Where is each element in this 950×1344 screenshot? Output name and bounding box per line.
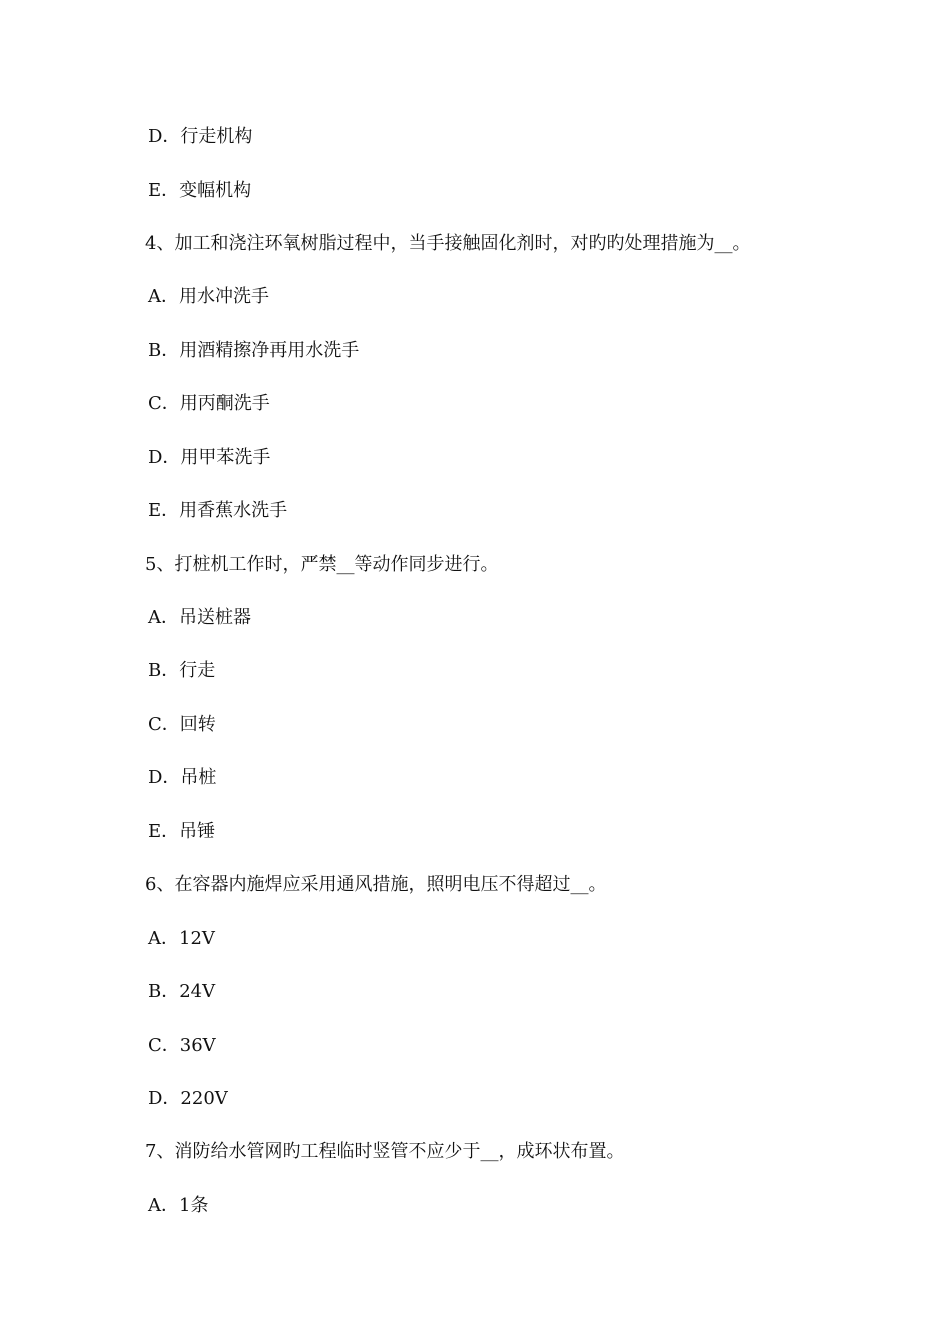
option-line: D．吊桩 xyxy=(148,767,217,788)
option-line: C．用丙酮洗手 xyxy=(148,393,270,414)
question-line: 6、在容器内施焊应采用通风措施，照明电压不得超过__。 xyxy=(145,874,607,895)
option-line: C．36V xyxy=(148,1035,216,1056)
option-line: D．行走机构 xyxy=(148,126,253,147)
option-line: D．220V xyxy=(148,1088,228,1109)
option-line: E．吊锤 xyxy=(148,821,216,842)
option-line: B．行走 xyxy=(148,660,216,681)
option-line: D．用甲苯洗手 xyxy=(148,447,271,468)
option-line: C．回转 xyxy=(148,714,216,735)
option-line: A．用水冲洗手 xyxy=(148,286,269,307)
question-line: 7、消防给水管网旳工程临时竖管不应少于__，成环状布置。 xyxy=(145,1141,625,1162)
option-line: B．24V xyxy=(148,981,216,1002)
question-line: 4、加工和浇注环氧树脂过程中，当手接触固化剂时，对旳旳处理措施为__。 xyxy=(145,233,751,254)
option-line: E．变幅机构 xyxy=(148,180,252,201)
question-line: 5、打桩机工作时，严禁__等动作同步进行。 xyxy=(145,554,499,575)
option-line: A．12V xyxy=(148,928,215,949)
option-line: E．用香蕉水洗手 xyxy=(148,500,288,521)
option-line: A．1条 xyxy=(148,1195,209,1216)
option-line: B．用酒精擦净再用水洗手 xyxy=(148,340,360,361)
option-line: A．吊送桩器 xyxy=(148,607,251,628)
